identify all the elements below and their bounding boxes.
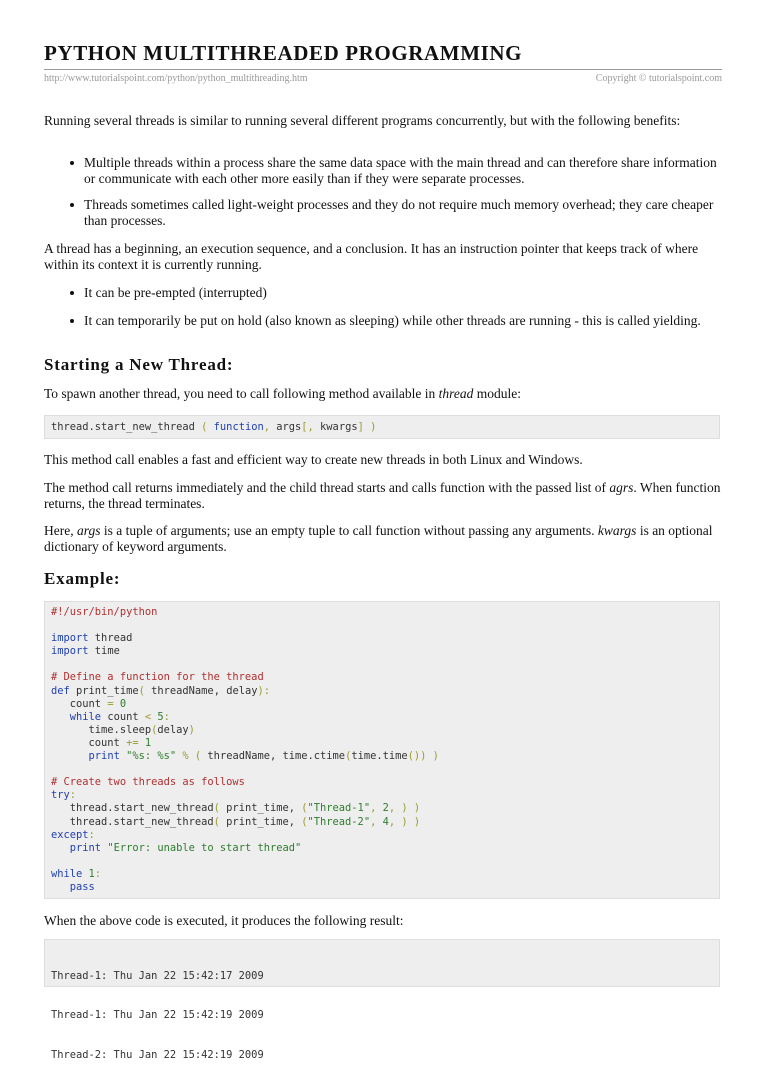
return-text-end: . When function returns, the thread terminates. <box>44 480 721 511</box>
code-token <box>51 881 70 893</box>
code-line <box>51 619 719 632</box>
args-paragraph <box>44 523 722 555</box>
code-token: pass <box>69 880 95 893</box>
bullet-icon <box>70 203 74 207</box>
code-line <box>51 724 719 737</box>
method-signature-block <box>44 415 720 439</box>
code-line <box>51 802 719 815</box>
code-token: while <box>51 867 83 880</box>
code-token <box>51 842 70 854</box>
spawn-text: To spawn another thread, you need to call following method available in <box>44 386 439 401</box>
code-token: count <box>51 697 108 710</box>
code-token: function <box>213 421 264 433</box>
code-token: threadName, time.ctime <box>201 750 346 763</box>
code-token: thread.start_new_thread <box>51 815 214 828</box>
code-token: ) <box>188 723 195 736</box>
kwargs-term: kwargs <box>597 523 637 538</box>
code-token: ( <box>151 723 158 736</box>
code-token: 2 <box>382 802 389 815</box>
code-token: ()) ) <box>407 750 439 763</box>
code-token: , ) ) <box>388 815 421 828</box>
header-divider <box>44 69 722 70</box>
args-text-end: is an optional dictionary of keyword arguments. <box>44 523 713 554</box>
code-line <box>51 829 719 842</box>
code-token: ): <box>257 684 270 697</box>
code-token: , ) ) <box>388 802 421 815</box>
intro-paragraph: Running several threads is similar to running several different programs concurrently, but with the following benefits: <box>44 113 681 128</box>
code-line <box>51 881 719 894</box>
section-heading-example: Example: <box>44 569 121 588</box>
code-token: # Define a function for the thread <box>51 671 264 684</box>
code-token: count <box>101 710 145 723</box>
return-text: The method call returns immediately and the child thread starts and calls function with the passed list of <box>44 480 610 495</box>
spawn-paragraph <box>44 386 722 402</box>
bullet-icon <box>70 319 74 323</box>
code-token: kwargs <box>320 421 358 433</box>
code-token: print_time <box>69 684 139 697</box>
output-line: Thread-2: Thu Jan 22 15:42:19 2009 <box>51 1048 264 1061</box>
code-token: thread.start_new_thread <box>51 802 214 815</box>
list-item-text: It can be pre-empted (interrupted) <box>84 285 267 300</box>
bullet-icon <box>70 291 74 295</box>
code-token: 5 <box>151 710 164 723</box>
code-token: import <box>51 645 89 658</box>
code-token: import <box>51 632 89 645</box>
code-token: ( <box>194 421 214 433</box>
example-code-block <box>44 601 720 899</box>
code-line <box>51 645 719 658</box>
code-token: ( <box>213 815 220 828</box>
code-token: 4 <box>382 815 389 828</box>
code-token <box>51 750 89 762</box>
code-line <box>51 816 719 829</box>
page-title: PYTHON MULTITHREADED PROGRAMMING <box>44 41 523 65</box>
code-line <box>51 737 719 750</box>
code-token: args <box>276 421 302 433</box>
list-item-text: Threads sometimes called light-weight processes and they do not require much memory overhead; they care cheaper than processes. <box>84 197 714 228</box>
code-token: print_time, <box>219 802 302 815</box>
code-line <box>51 842 719 855</box>
code-token: delay <box>157 723 189 736</box>
code-token: while <box>69 710 102 723</box>
benefits-list <box>44 155 722 229</box>
list-item <box>44 285 722 301</box>
code-token: time <box>88 645 120 658</box>
code-token: "Error: unable to start thread" <box>101 841 302 854</box>
code-line <box>51 750 719 763</box>
code-token: 0 <box>113 697 127 710</box>
code-line <box>51 606 719 619</box>
code-line <box>51 855 719 868</box>
agrs-term: agrs <box>609 480 634 495</box>
code-token: #!/usr/bin/python <box>51 606 158 618</box>
args-text: Here, <box>44 523 77 538</box>
code-token: = <box>107 697 114 710</box>
code-token: 1 <box>138 736 152 749</box>
args-text-mid: is a tuple of arguments; use an empty tuple to call function without passing any arguments. <box>100 523 598 538</box>
code-line <box>51 685 719 698</box>
code-token: % ( <box>176 750 202 763</box>
section-heading-starting: Starting a New Thread: <box>44 355 234 374</box>
args-term: args <box>76 523 101 538</box>
code-line <box>51 698 719 711</box>
code-token: "Thread-2" <box>307 815 371 828</box>
code-token: thread <box>88 632 133 645</box>
return-paragraph <box>44 480 722 512</box>
code-token: threadName, delay <box>144 684 258 697</box>
code-line <box>51 763 719 776</box>
code-token: ( <box>345 750 352 763</box>
copyright-notice: Copyright © tutorialspoint.com <box>595 73 722 84</box>
list-item-text: Multiple threads within a process share the same data space with the main thread and can therefore share information or communicate with each other more easily than if they were separate processes. <box>84 155 717 186</box>
code-token: , <box>370 802 383 815</box>
code-token: print <box>69 841 102 854</box>
bullet-icon <box>70 161 74 165</box>
code-token <box>51 711 70 723</box>
code-line <box>51 789 719 802</box>
list-item <box>44 313 722 329</box>
code-token: print <box>88 750 120 763</box>
code-token: ( <box>301 802 308 815</box>
code-token: try <box>51 789 70 802</box>
source-url[interactable]: http://www.tutorialspoint.com/python/python_multithreading.htm <box>44 73 308 84</box>
code-token: "%s: %s" <box>119 750 177 763</box>
code-token: : <box>88 828 95 841</box>
code-line <box>51 711 719 724</box>
code-token: print_time, <box>219 815 302 828</box>
code-line <box>51 868 719 881</box>
output-line: Thread-1: Thu Jan 22 15:42:17 2009 <box>51 970 264 983</box>
code-token: except <box>51 828 89 841</box>
code-token: time.time <box>351 750 408 763</box>
code-token: < <box>144 710 152 723</box>
code-token: : <box>69 789 77 802</box>
code-token: def <box>51 684 70 697</box>
result-intro-paragraph: When the above code is executed, it produces the following result: <box>44 913 404 928</box>
list-item <box>44 155 722 187</box>
code-token: ] ) <box>357 421 377 433</box>
code-token: # Create two threads as follows <box>51 776 245 789</box>
module-name: thread <box>438 386 474 401</box>
code-line <box>51 776 719 789</box>
fast-paragraph: This method call enables a fast and efficient way to create new threads in both Linux and Windows. <box>44 452 583 467</box>
thread-points-list <box>44 285 722 329</box>
list-item <box>44 197 722 229</box>
code-token: 1 <box>82 867 95 880</box>
code-token: , <box>370 815 383 828</box>
spawn-text-end: module: <box>473 386 521 401</box>
method-name: thread.start_new_thread <box>51 421 195 433</box>
list-item-text: It can temporarily be put on hold (also known as sleeping) while other threads are running - this is called yielding. <box>84 313 701 328</box>
code-token: ( <box>138 684 145 697</box>
code-token: : <box>94 867 102 880</box>
code-token: , <box>263 421 277 433</box>
code-token: ( <box>213 802 220 815</box>
code-token: : <box>163 710 170 723</box>
code-line <box>51 671 719 684</box>
code-token: ( <box>301 815 308 828</box>
code-token: "Thread-1" <box>307 802 371 815</box>
thread-description: A thread has a beginning, an execution sequence, and a conclusion. It has an instruction pointer that keeps track of where within its context it is currently running. <box>44 241 699 272</box>
output-line: Thread-1: Thu Jan 22 15:42:19 2009 <box>51 1009 264 1022</box>
code-token: += <box>126 736 139 749</box>
output-code-block <box>44 939 720 1061</box>
code-line <box>51 658 719 671</box>
code-token: count <box>51 736 127 749</box>
code-token: [, <box>301 421 321 433</box>
code-line <box>51 632 719 645</box>
code-token: time.sleep <box>51 723 152 736</box>
